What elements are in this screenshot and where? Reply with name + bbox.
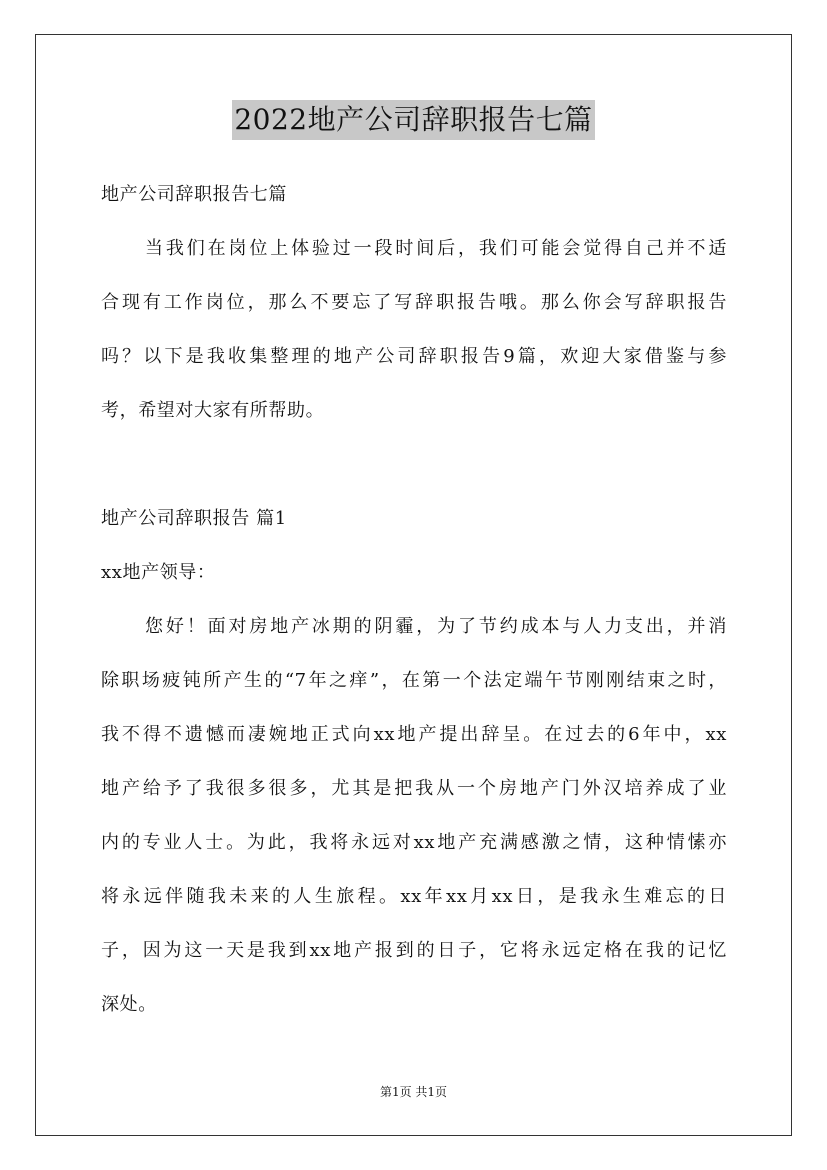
body-line: 深处。 <box>101 994 157 1015</box>
body-line: 内的专业人士。为此，我将永远对xx地产充满感激之情，这种情愫亦 <box>101 832 727 853</box>
body-line: 将永远伴随我未来的人生旅程。xx年xx月xx日，是我永生难忘的日 <box>101 886 727 907</box>
title-container <box>0 100 827 140</box>
body-line: 子，因为这一天是我到xx地产报到的日子，它将永远定格在我的记忆 <box>101 940 727 961</box>
body-line: 地产给予了我很多很多，尤其是把我从一个房地产门外汉培养成了业 <box>101 778 727 799</box>
document-title: 2022地产公司辞职报告七篇 <box>232 100 594 140</box>
intro-line: 当我们在岗位上体验过一段时间后，我们可能会觉得自己并不适 <box>145 238 727 259</box>
page-number: 第1页 共1页 <box>379 1085 448 1099</box>
intro-line: 吗？以下是我收集整理的地产公司辞职报告9篇，欢迎大家借鉴与参 <box>101 346 727 367</box>
body-line: 我不得不遗憾而凄婉地正式向xx地产提出辞呈。在过去的6年中，xx <box>101 724 727 745</box>
intro-line: 合现有工作岗位，那么不要忘了写辞职报告哦。那么你会写辞职报告 <box>101 292 727 313</box>
body-line: 您好！面对房地产冰期的阴霾，为了节约成本与人力支出，并消 <box>145 616 727 637</box>
document-subtitle: 地产公司辞职报告七篇 <box>101 184 287 205</box>
intro-line: 考，希望对大家有所帮助。 <box>101 400 325 421</box>
salutation: xx地产领导： <box>101 562 216 583</box>
body-line: 除职场疲钝所产生的“7年之痒”，在第一个法定端午节刚刚结束之时， <box>101 670 727 691</box>
section-heading: 地产公司辞职报告 篇1 <box>101 508 287 529</box>
